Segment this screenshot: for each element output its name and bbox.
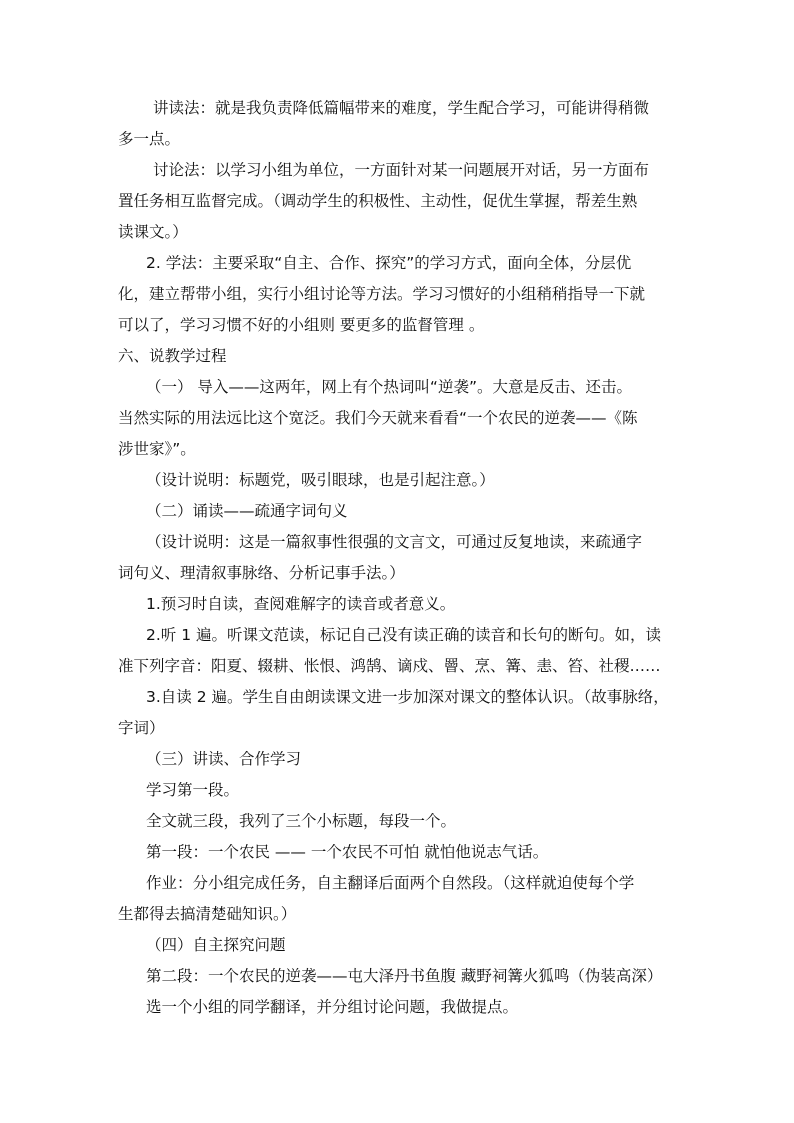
text-line: 2. 学法：主要采取“自主、合作、探究”的学习方式，面向全体，分层优 [146, 254, 632, 272]
text-line: 全文就三段，我列了三个小标题，每段一个。 [146, 812, 457, 830]
text-line: 涉世家》”。 [118, 440, 196, 458]
text-line: 读课文。） [118, 223, 188, 241]
text-line: 讲读法：就是我负责降低篇幅带来的难度，学生配合学习，可能讲得稍微 [153, 99, 650, 117]
text-line: 2.听 1 遍。听课文范读，标记自己没有读正确的读音和长句的断句。如，读 [146, 626, 662, 644]
text-line: 生都得去搞清楚础知识。） [118, 905, 297, 923]
text-line: （设计说明：标题党，吸引眼球，也是引起注意。） [146, 471, 495, 489]
text-line: （三）讲读、合作学习 [146, 750, 302, 768]
text-line: 3.自读 2 遍。学生自由朗读课文进一步加深对课文的整体认识。（故事脉络， [146, 688, 669, 706]
text-line: 当然实际的用法远比这个宽泛。我们今天就来看看“一个农民的逆袭——《陈 [118, 409, 638, 427]
text-line: 词句义、理清叙事脉络、分析记事手法。） [118, 564, 405, 582]
text-line: 第一段：一个农民 —— 一个农民不可怕 就怕他说志气话。 [146, 843, 549, 861]
text-line: （一） 导入——这两年，网上有个热词叫“逆袭”。大意是反击、还击。 [146, 378, 632, 396]
section-heading: 六、说教学过程 [118, 347, 227, 365]
text-line: 化，建立帮带小组，实行小组讨论等方法。学习习惯好的小组稍稍指导一下就 [118, 285, 646, 303]
text-line: 字词） [118, 719, 165, 737]
text-line: 1.预习时自读，查阅难解字的读音或者意义。 [146, 595, 456, 613]
text-line: （二）诵读——疏通字词句义 [146, 502, 348, 520]
text-line: 置任务相互监督完成。（调动学生的积极性、主动性，促优生掌握，帮差生熟 [118, 192, 638, 210]
text-line: 多一点。 [118, 130, 181, 148]
text-line: 第二段：一个农民的逆袭——屯大泽丹书鱼腹 藏野祠篝火狐鸣（伪装高深） [146, 967, 663, 985]
text-line: （四）自主探究问题 [146, 936, 286, 954]
text-line: 可以了，学习习惯不好的小组则 要更多的监督管理 。 [118, 316, 485, 334]
text-line: 选一个小组的同学翻译，并分组讨论问题，我做提点。 [146, 998, 519, 1016]
text-line: 准下列字音：阳夏、辍耕、怅恨、鸿鹄、谪戍、罾、烹、篝、恚、笞、社稷…… [118, 657, 661, 675]
text-line: 讨论法：以学习小组为单位，一方面针对某一问题展开对话，另一方面布 [153, 161, 650, 179]
text-line: 学习第一段。 [146, 781, 240, 799]
text-line: 作业：分小组完成任务，自主翻译后面两个自然段。（这样就迫使每个学 [146, 874, 635, 892]
text-line: （设计说明：这是一篇叙事性很强的文言文，可通过反复地读，来疏通字 [146, 533, 643, 551]
